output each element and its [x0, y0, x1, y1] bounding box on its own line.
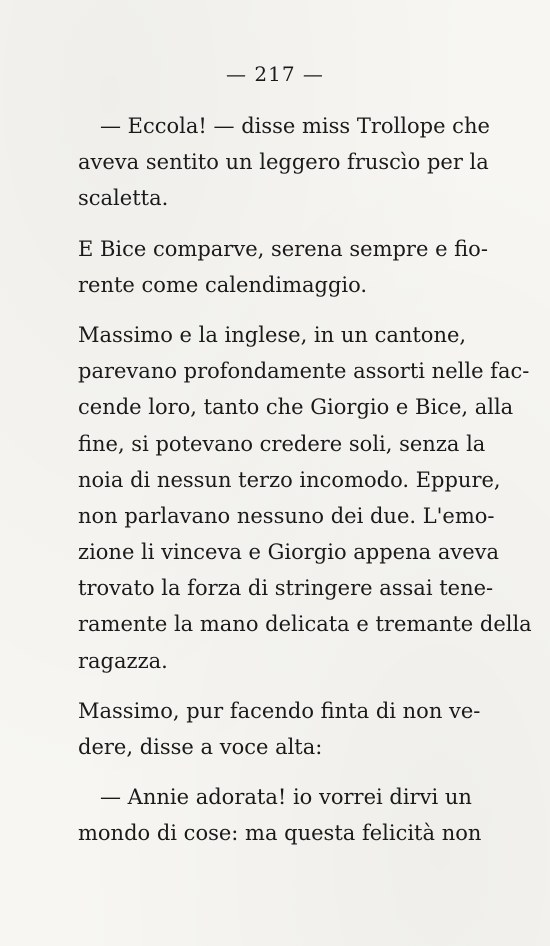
paragraph — [78, 693, 481, 765]
text-line: non parlavano nessuno dei due. L'emo- — [78, 503, 495, 528]
text-line: trovato la forza di stringere assai tene- — [78, 576, 494, 601]
text-line: parevano profondamente assorti nelle fac- — [78, 359, 530, 384]
paragraph — [78, 317, 532, 679]
text-line: Massimo e la inglese, in un cantone, — [78, 322, 467, 347]
text-line: noia di nessun terzo incomodo. Eppure, — [78, 467, 501, 492]
text-line: dere, disse a voce alta: — [78, 735, 323, 759]
text-line: E Bice comparve, serena sempre e fio- — [78, 236, 488, 261]
paragraph — [78, 779, 482, 851]
text-line: zione li vinceva e Giorgio appena aveva — [78, 540, 500, 565]
paragraph — [78, 108, 490, 217]
text-line: scaletta. — [78, 186, 169, 211]
text-line: ramente la mano delicata e tremante della — [78, 612, 532, 637]
text-line: Massimo, pur facendo finta di non ve- — [78, 698, 481, 723]
text-line: cende loro, tanto che Giorgio e Bice, alla — [78, 395, 514, 420]
text-line: ragazza. — [78, 648, 168, 673]
body-text — [78, 108, 532, 852]
page-number: — 217 — — [226, 62, 324, 86]
text-line: fine, si potevano credere soli, senza la — [78, 431, 486, 456]
text-line: mondo di cose: ma questa felicità non — [78, 821, 482, 846]
text-line: aveva sentito un leggero fruscìo per la — [78, 150, 489, 175]
text-line: — Annie adorata! io vorrei dirvi un — [100, 785, 472, 810]
text-line: rente come calendimaggio. — [78, 272, 368, 297]
paragraph — [78, 231, 488, 303]
text-line: — Eccola! — disse miss Trollope che — [100, 114, 490, 138]
